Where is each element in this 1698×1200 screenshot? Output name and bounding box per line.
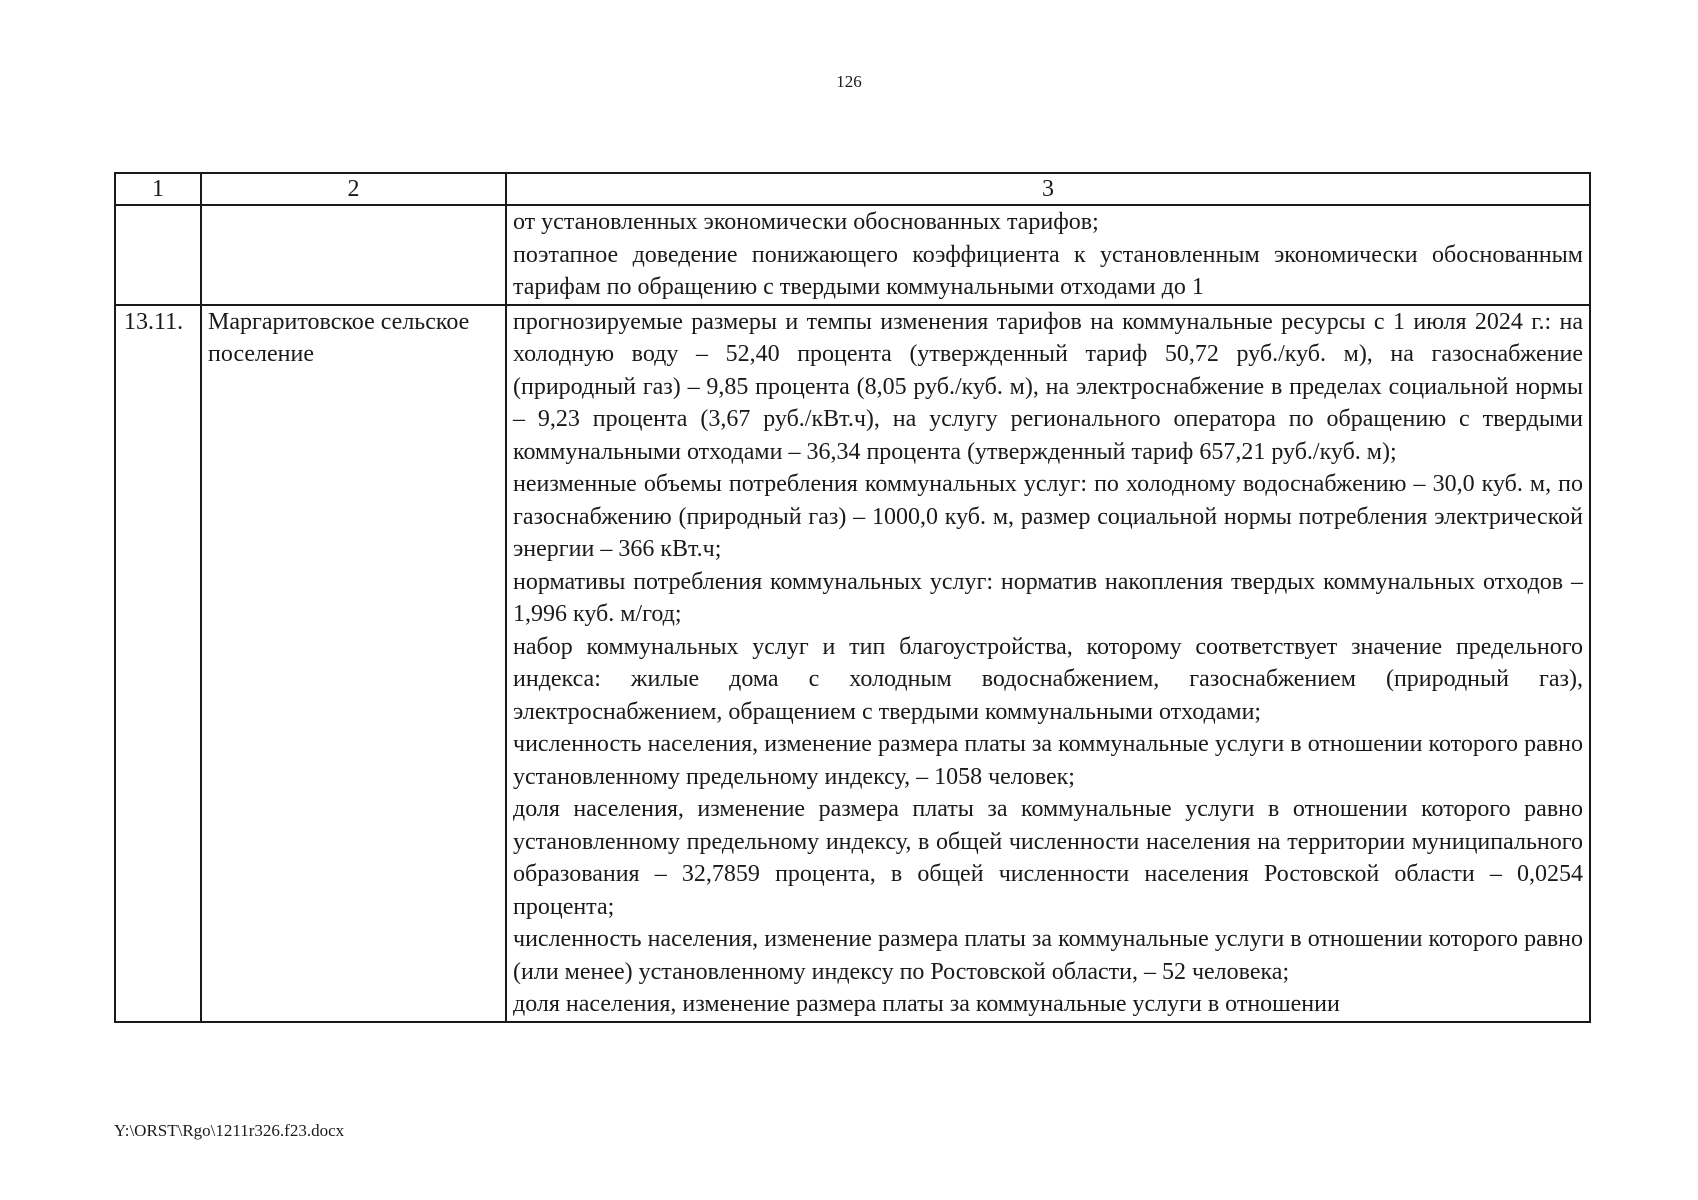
paragraph: набор коммунальных услуг и тип благоустройства, которому соответствует значение предельного индекса: жилые дома с холодным водоснабжением, газоснабжением (природный газ), электроснабжением, обращением с твердыми коммунальными отходами; bbox=[513, 633, 1583, 725]
continuation-number-cell bbox=[115, 205, 201, 305]
row-text-cell bbox=[506, 305, 1590, 1022]
paragraph: доля населения, изменение размера платы за коммунальные услуги в отношении которого равно установленному предельному индексу, в общей численности населения на территории муниципального образования – 32,7859 процента, в общей численности населения Ростовской области – 0,0254 процента; bbox=[513, 796, 1583, 920]
table-row-continuation bbox=[115, 205, 1590, 305]
continuation-text-cell bbox=[506, 205, 1590, 305]
tariff-table bbox=[114, 172, 1591, 1023]
header-col-2: 2 bbox=[201, 173, 506, 205]
table-row bbox=[115, 305, 1590, 1022]
paragraph: от установленных экономически обоснованных тарифов; bbox=[513, 209, 1099, 235]
header-col-3: 3 bbox=[506, 173, 1590, 205]
paragraph: численность населения, изменение размера платы за коммунальные услуги в отношении которого равно (или менее) установленному индексу по Ростовской области, – 52 человека; bbox=[513, 926, 1583, 985]
paragraph: численность населения, изменение размера платы за коммунальные услуги в отношении которого равно установленному предельному индексу, – 1058 человек; bbox=[513, 731, 1583, 790]
paragraph: прогнозируемые размеры и темпы изменения тарифов на коммунальные ресурсы с 1 июля 2024 г.: на холодную воду – 52,40 процента (утвержденный тариф 50,72 руб./куб. м), на газоснабжение (природный газ) – 9,85 процента (8,05 руб./куб. м), на электроснабжение в пределах социальной нормы – 9,23 процента (3,67 руб./кВт.ч), на услугу регионального оператора по обращению с твердыми коммунальными отходами – 36,34 процента (утвержденный тариф 657,21 руб./куб. м); bbox=[513, 308, 1583, 465]
row-number: 13.11. bbox=[115, 305, 201, 1022]
table-header-row bbox=[115, 173, 1590, 205]
continuation-name-cell bbox=[201, 205, 506, 305]
paragraph: поэтапное доведение понижающего коэффициента к установленным экономически обоснованным тарифам по обращению с твердыми коммунальными отходами до 1 bbox=[513, 241, 1583, 300]
paragraph: нормативы потребления коммунальных услуг: норматив накопления твердых коммунальных отходов – 1,996 куб. м/год; bbox=[513, 568, 1583, 627]
settlement-name: Маргаритовское сельское поселение bbox=[201, 305, 506, 1022]
paragraph: неизменные объемы потребления коммунальных услуг: по холодному водоснабжению – 30,0 куб. м, по газоснабжению (природный газ) – 1000,0 куб. м, размер социальной нормы потребления электрической энергии – 366 кВт.ч; bbox=[513, 471, 1583, 562]
page-number: 126 bbox=[836, 72, 862, 91]
header-col-1: 1 bbox=[115, 173, 201, 205]
footer-file-path: Y:\ORST\Rgo\1211r326.f23.docx bbox=[114, 1121, 345, 1140]
paragraph: доля населения, изменение размера платы за коммунальные услуги в отношении bbox=[513, 991, 1340, 1017]
